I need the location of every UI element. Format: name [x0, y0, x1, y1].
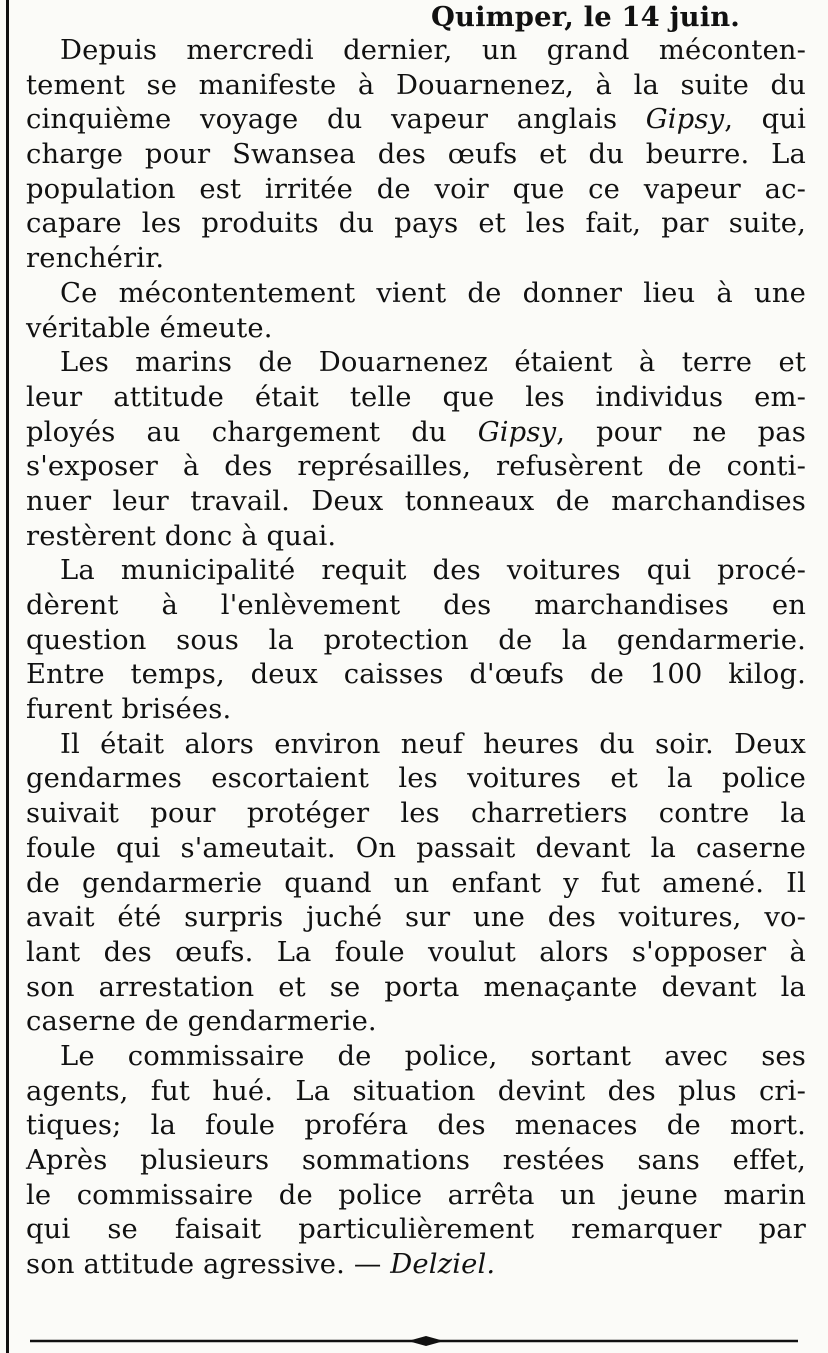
text-line: caserne de gendarmerie. [26, 1006, 377, 1038]
text-line: cinquième voyage du vapeur anglais Gipsy, qui [26, 104, 806, 136]
text-line: tiques; la foule proféra des menaces de mort. [26, 1110, 806, 1142]
text-line: son attitude agressive. — Delziel. [26, 1249, 496, 1281]
text-line: Le commissaire de police, sortant avec ses [60, 1040, 806, 1072]
text-line: nuer leur travail. Deux tonneaux de marchandises [26, 485, 806, 517]
text-line: Après plusieurs sommations restées sans effet, [26, 1145, 806, 1176]
text-line: foule qui s'ameutait. On passait devant la caserne [26, 832, 806, 864]
column-rule-left [6, 0, 9, 1353]
text-line: ployés au chargement du Gipsy, pour ne pas [26, 416, 806, 448]
paragraph-1 [26, 34, 806, 277]
text-line: charge pour Swansea des œufs et du beurre. La [26, 139, 806, 171]
text-line: capare les produits du pays et les fait, par suite, [26, 208, 806, 240]
text-line: avait été surpris juché sur une des voitures, vo- [26, 902, 806, 934]
text-line: gendarmes escortaient les voitures et la police [26, 763, 806, 795]
paragraph-3 [26, 346, 806, 554]
text-line: son arrestation et se porta menaçante devant la [26, 971, 806, 1003]
text-line: Les marins de Douarnenez étaient à terre et [60, 347, 806, 379]
text-line: lant des œufs. La foule voulut alors s'opposer à [26, 936, 806, 968]
paragraph-2 [26, 277, 806, 346]
paragraph-6 [26, 1040, 806, 1283]
text-line: question sous la protection de la gendarmerie. [26, 624, 806, 656]
article [26, 0, 806, 1283]
text-line: La municipalité requit des voitures qui procé- [60, 555, 806, 587]
text-line: le commissaire de police arrêta un jeune marin [26, 1179, 806, 1211]
text-line: Depuis mercredi dernier, un grand méconten- [60, 35, 806, 66]
text-line: Il était alors environ neuf heures du soir. Deux [60, 728, 806, 760]
section-divider [30, 1335, 798, 1347]
text-line: dèrent à l'enlèvement des marchandises en [26, 590, 806, 621]
author-signature: Delziel. [390, 1249, 496, 1281]
ship-name: Gipsy [477, 416, 557, 448]
text-line: suivait pour protéger les charretiers contre la [26, 798, 806, 830]
text-line: s'exposer à des représailles, refusèrent de conti- [26, 451, 806, 483]
text-line: Ce mécontentement vient de donner lieu à une [60, 277, 806, 309]
paragraph-4 [26, 554, 806, 727]
paragraph-5 [26, 728, 806, 1040]
text-line: qui se faisait particulièrement remarquer par [26, 1214, 806, 1246]
ship-name: Gipsy [645, 104, 725, 136]
text-line: de gendarmerie quand un enfant y fut amené. Il [26, 867, 806, 899]
text-line: renchérir. [26, 243, 165, 275]
text-line: furent brisées. [26, 694, 232, 726]
text-line: tement se manifeste à Douarnenez, à la suite du [26, 69, 806, 101]
text-line: véritable émeute. [26, 312, 273, 344]
dateline: Quimper, le 14 juin. [431, 1, 740, 33]
text-line: population est irritée de voir que ce vapeur ac- [26, 173, 806, 205]
text-line: agents, fut hué. La situation devint des plus cri- [26, 1075, 806, 1107]
text-line: leur attitude était telle que les individus em- [26, 381, 806, 413]
text-line: Entre temps, deux caisses d'œufs de 100 kilog. [26, 659, 806, 691]
text-line: restèrent donc à quai. [26, 520, 337, 552]
